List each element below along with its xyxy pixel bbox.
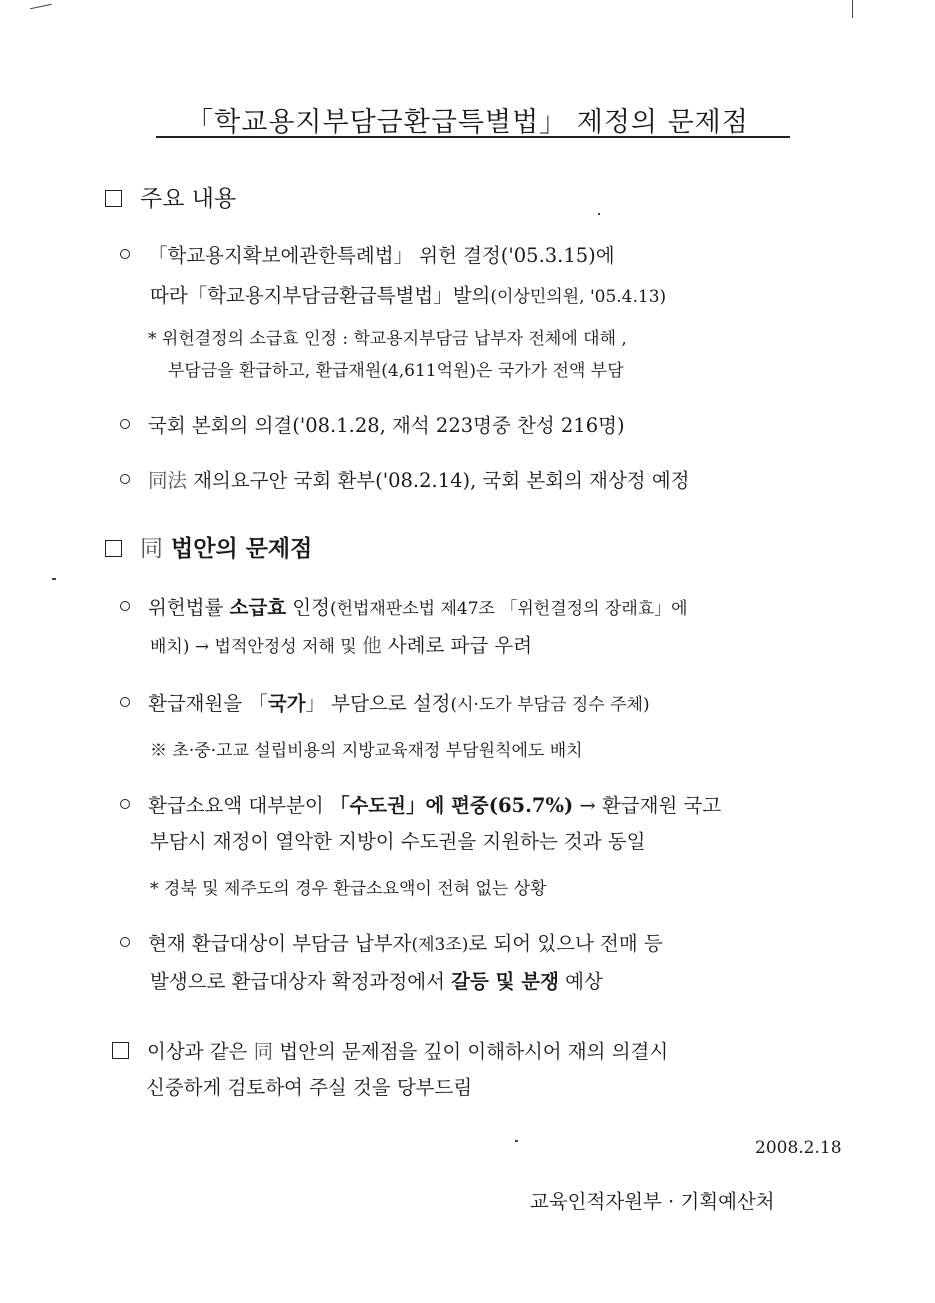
- document-date: 2008.2.18: [755, 1138, 842, 1158]
- circle-bullet-icon: [120, 601, 130, 611]
- list-item-detail: (이상민의원, '05.4.13): [490, 287, 667, 307]
- list-item: [120, 240, 615, 268]
- list-item-text: 인정: [286, 596, 330, 619]
- list-item-detail: (제3조): [411, 935, 469, 955]
- section-heading-problems: [105, 530, 312, 563]
- list-item: [120, 790, 721, 818]
- circle-bullet-icon: [120, 937, 130, 947]
- section-heading-main-content: [105, 180, 236, 213]
- section-heading-text: 주요 내용: [140, 186, 237, 212]
- closing-request-continuation: 신중하게 검토하여 주실 것을 당부드림: [146, 1076, 473, 1099]
- scan-mark: [515, 1140, 518, 1142]
- list-item-text: → 환급재원 국고: [573, 794, 722, 817]
- list-item: [120, 688, 650, 716]
- emphasis-text: 국가: [267, 692, 306, 715]
- list-item-text: 위헌법률: [148, 596, 230, 619]
- scan-mark: [30, 4, 52, 10]
- list-item-text: 사례로 파급 우려: [381, 634, 533, 657]
- checkbox-square-icon: [112, 1042, 129, 1059]
- scan-mark: [598, 213, 600, 215]
- list-item: [120, 592, 688, 620]
- issuing-organizations: 교육인적자원부 · 기획예산처: [530, 1190, 775, 1213]
- list-item-text: 환급재원을 「: [148, 692, 268, 715]
- closing-text: 同: [253, 1040, 274, 1063]
- list-item-continuation: [150, 630, 532, 658]
- list-item-text: 同法: [148, 469, 188, 492]
- list-item-text: 예상: [558, 970, 603, 993]
- list-item-continuation: [150, 280, 666, 308]
- list-item: [120, 410, 625, 438]
- list-item-continuation: [150, 966, 603, 994]
- list-item-text: 국회 본회의 의결('08.1.28, 재석 223명중 찬성 216명): [148, 414, 625, 437]
- circle-bullet-icon: [120, 419, 130, 429]
- title-underline: [156, 136, 790, 138]
- list-item-text: 환급소요액 대부분이: [148, 794, 330, 817]
- list-item-continuation: 부담시 재정이 열악한 지방이 수도권을 지원하는 것과 동일: [150, 830, 646, 853]
- list-item-text: 재의요구안 국회 환부('08.2.14), 국회 본회의 재상정 예정: [187, 469, 690, 492]
- list-item-text: 他: [362, 634, 382, 657]
- circle-bullet-icon: [120, 249, 130, 259]
- list-item-text: 따라「학교용지부담금환급특별법」발의: [150, 284, 491, 307]
- closing-request: [112, 1036, 668, 1064]
- section-heading-text: 법안의 문제점: [163, 535, 313, 562]
- list-item: [120, 928, 663, 956]
- circle-bullet-icon: [120, 799, 130, 809]
- list-item-detail: (시·도가 부담금 징수 주체): [450, 695, 650, 715]
- closing-text: 이상과 같은: [147, 1040, 254, 1063]
- circle-bullet-icon: [120, 697, 130, 707]
- list-item-detail: 배치) → 법적안정성 저해 및: [150, 637, 363, 657]
- section-heading-text: 同: [140, 536, 163, 562]
- checkbox-square-icon: [105, 540, 122, 557]
- emphasis-text: 「수도권」에 편중(65.7%): [329, 794, 574, 817]
- list-item-text: 로 되어 있으나 전매 등: [468, 932, 663, 955]
- circle-bullet-icon: [120, 474, 130, 484]
- document-title: 「학교용지부담금환급특별법」 제정의 문제점: [186, 107, 749, 138]
- scan-mark: [52, 578, 56, 580]
- footnote-continuation: 부담금을 환급하고, 환급재원(4,611억원)은 국가가 전액 부담: [168, 361, 624, 381]
- emphasis-text: 소급효: [229, 596, 287, 619]
- emphasis-text: 갈등 및 분쟁: [451, 970, 559, 993]
- footnote: * 경북 및 제주도의 경우 환급소요액이 전혀 없는 상황: [150, 879, 547, 899]
- footnote: * 위헌결정의 소급효 인정 : 학교용지부담금 납부자 전체에 대해 ,: [148, 329, 627, 349]
- list-item-text: 발생으로 환급대상자 확정과정에서: [150, 970, 452, 993]
- closing-text: 법안의 문제점을 깊이 이해하시어 재의 의결시: [273, 1040, 669, 1063]
- list-item-detail: (헌법재판소법 제47조 「위헌결정의 장래효」에: [329, 599, 688, 619]
- list-item-text: 「학교용지확보에관한특례법」 위헌 결정('05.3.15)에: [148, 244, 615, 267]
- footnote: ※ 초·중·고교 설립비용의 지방교육재정 부담원칙에도 배치: [150, 741, 583, 761]
- checkbox-square-icon: [105, 190, 122, 207]
- list-item: [120, 465, 690, 493]
- list-item-text: 현재 환급대상이 부담금 납부자: [148, 932, 412, 955]
- list-item-text: 」 부담으로 설정: [305, 692, 451, 715]
- scan-mark: [852, 0, 853, 18]
